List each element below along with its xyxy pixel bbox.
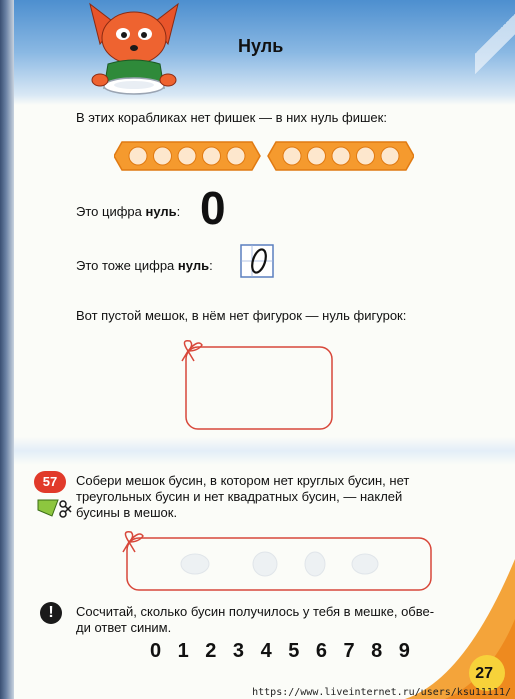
count-task-line-2: ди ответ синим. xyxy=(76,620,172,635)
watermark-url: https://www.liveinternet.ru/users/ksu11111/ xyxy=(252,687,511,698)
book-spine xyxy=(0,0,14,699)
empty-counter-slot xyxy=(154,147,172,165)
big-zero-digit: 0 xyxy=(200,182,226,234)
task57-line-1: Собери мешок бусин, в котором нет круглых бусин, нет xyxy=(76,473,410,488)
answer-digit-2[interactable]: 2 xyxy=(205,640,217,662)
counter-boats xyxy=(114,138,414,174)
boats-text: В этих корабликах нет фишек — в них нуль фишек: xyxy=(76,110,387,125)
answer-digit-3[interactable]: 3 xyxy=(232,640,245,662)
empty-counter-slot xyxy=(308,147,326,165)
handwritten-zero-copybook xyxy=(240,244,274,278)
digit-line-1-prefix: Это цифра xyxy=(76,204,146,219)
glue-scissors-icon xyxy=(36,496,72,522)
task57-line-2: треугольных бусин и нет квадратных бусин, — наклей xyxy=(76,489,403,504)
digit-line-1 xyxy=(76,204,180,220)
empty-counter-slot xyxy=(332,147,350,165)
digit-line-1-bold: нуль xyxy=(145,204,177,219)
answer-digit-6[interactable]: 6 xyxy=(315,640,327,662)
digit-line-2 xyxy=(76,258,213,274)
task57-line-3: бусины в мешок. xyxy=(76,505,178,520)
header-corner-stripe xyxy=(475,0,515,95)
page-title: Нуль xyxy=(238,36,284,56)
bead-bag-sticker-area[interactable] xyxy=(115,526,435,592)
empty-counter-slot xyxy=(203,147,221,165)
empty-counter-slot xyxy=(178,147,196,165)
exclamation-icon: ! xyxy=(40,602,62,624)
empty-counter-slot xyxy=(357,147,375,165)
answer-digit-0[interactable]: 0 xyxy=(150,640,162,662)
digit-line-2-bold: нуль xyxy=(177,258,210,273)
empty-bag xyxy=(176,333,336,433)
count-task-line-1: Сосчитай, сколько бусин получилось у тебя в мешке, обве- xyxy=(76,604,435,619)
answer-digit-8[interactable]: 8 xyxy=(371,640,383,662)
digit-line-1-suffix: : xyxy=(176,204,181,219)
answer-digits-row xyxy=(150,640,410,663)
answer-digit-9[interactable]: 9 xyxy=(398,640,410,662)
task-number-badge: 57 xyxy=(34,471,66,493)
answer-digit-1[interactable]: 1 xyxy=(177,640,189,662)
empty-counter-slot xyxy=(381,147,399,165)
fox-mascot-icon xyxy=(86,0,182,98)
divider-band xyxy=(14,437,515,465)
answer-digit-5[interactable]: 5 xyxy=(288,640,300,662)
page-number: 27 xyxy=(475,665,493,682)
empty-counter-slot xyxy=(227,147,245,165)
answer-digit-4[interactable]: 4 xyxy=(260,640,272,662)
digit-line-2-prefix: Это тоже цифра xyxy=(76,258,178,273)
answer-digit-7[interactable]: 7 xyxy=(343,640,355,662)
empty-counter-slot xyxy=(283,147,301,165)
page-corner-decoration xyxy=(395,559,515,699)
bag-text: Вот пустой мешок, в нём нет фигурок — нуль фигурок: xyxy=(76,308,407,323)
digit-line-2-suffix: : xyxy=(209,258,213,273)
empty-counter-slot xyxy=(129,147,147,165)
